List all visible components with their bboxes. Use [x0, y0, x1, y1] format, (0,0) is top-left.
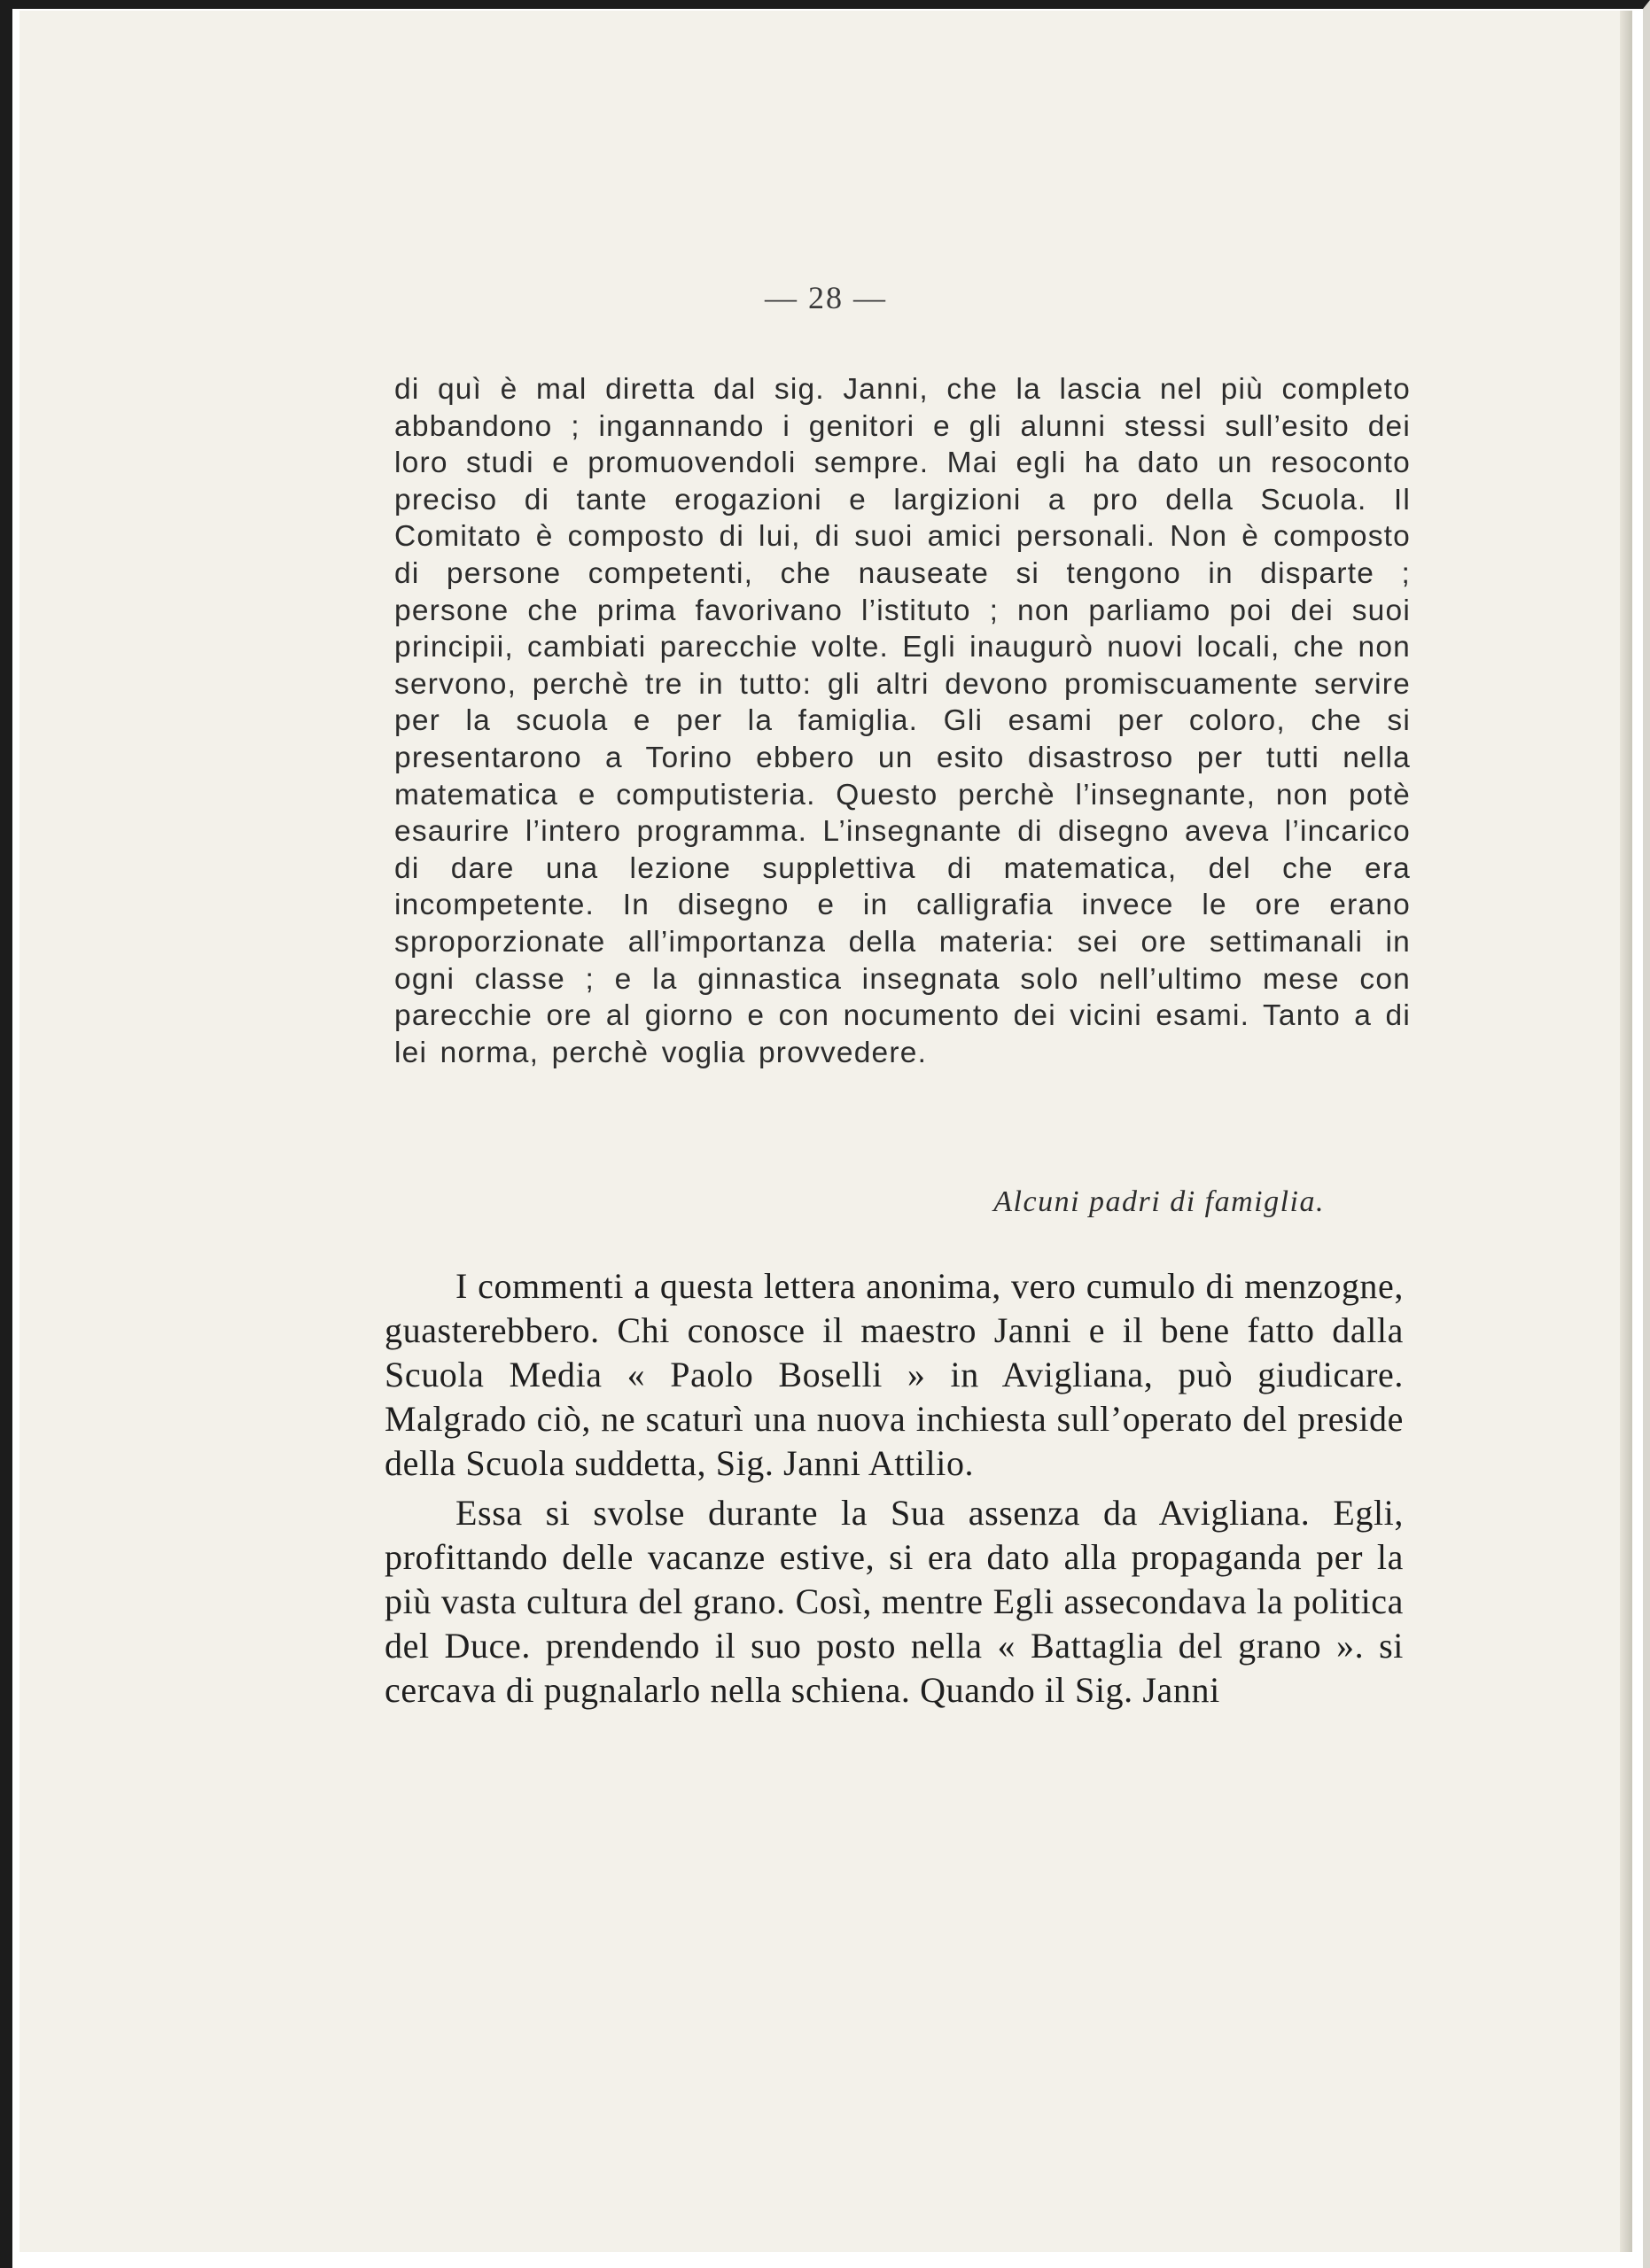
- commentary-text: [385, 1264, 1404, 1718]
- commentary-paragraph-1: I commenti a questa lettera anonima, vero cumulo di menzogne, guasterebbero. Chi conosce il maestro Janni e il bene fatto dalla Scuola Media « Paolo Boselli » in Avigliana, può giudicare. Malgrado ciò, ne scaturì una nuova inchiesta sull’operato del preside della Scuola suddetta, Sig. Janni Attilio.: [385, 1266, 1404, 1483]
- letter-body: di quì è mal diretta dal sig. Janni, che la lascia nel più completo abbandono ; ingannando i genitori e gli alunni stessi sull’esito dei loro studi e promuovendoli sempre. Mai egli ha dato un resoconto preciso di tante erogazioni e largizioni a pro della Scuola. Il Comitato è composto di lui, di suoi amici personali. Non è composto di persone competenti, che nauseate si tengono in disparte ; persone che prima favorivano l’istituto ; non parliamo poi dei suoi principii, cambiati parecchie volte. Egli inaugurò nuovi locali, che non servono, perchè tre in tutto: gli altri devono promiscuamente servire per la scuola e per la famiglia. Gli esami per coloro, che si presentarono a Torino ebbero un esito disastroso per tutti nella matematica e computisteria. Questo perchè l’insegnante, non potè esaurire l’intero programma. L’insegnante di disegno aveva l’incarico di dare una lezione supplettiva di matematica, del che era incompetente. In disegno e in calligrafia invece le ore erano sproporzionate all’importanza della materia: sei ore settimanali in ogni classe ; e la ginnastica insegnata solo nell’ultimo mese con parecchie ore al giorno e con nocumento dei vicini esami. Tanto a di lei norma, perchè voglia provvedere.: [394, 373, 1411, 1069]
- book-page: [19, 11, 1632, 2252]
- anonymous-letter: [394, 371, 1411, 1071]
- page-edge-shadow: [1620, 11, 1632, 2252]
- page-number: — 28 —: [765, 280, 887, 315]
- letter-signature: Alcuni padri di famiglia.: [993, 1185, 1325, 1218]
- commentary-paragraph-2: Essa si svolse durante la Sua assenza da Avigliana. Egli, profittando delle vacanze estive, si era dato alla propaganda per la più vasta cultura del grano. Così, mentre Egli assecondava la politica del Duce. prendendo il suo posto nella « Battaglia del grano ». si cercava di pugnalarlo nella schiena. Quando il Sig. Janni: [385, 1493, 1404, 1710]
